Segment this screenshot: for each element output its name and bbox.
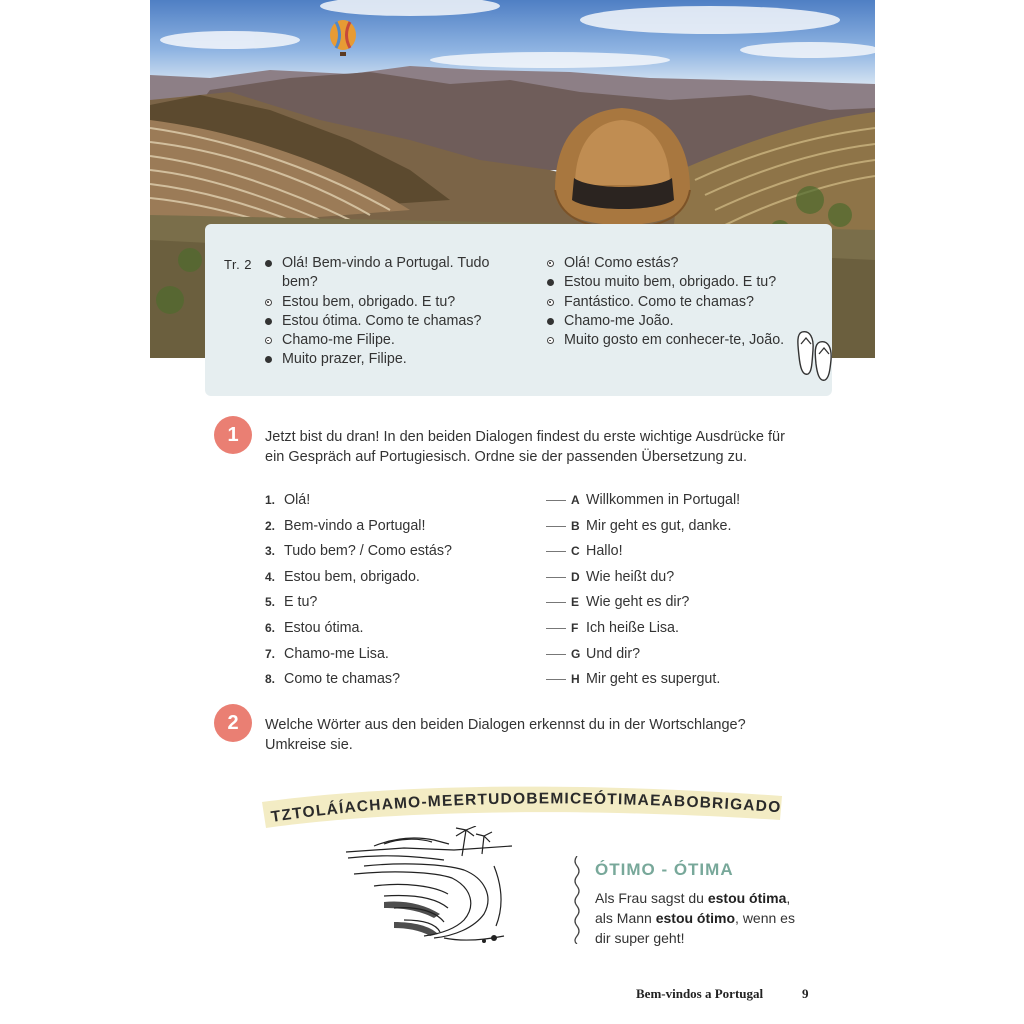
exercise-2-instruction: Welche Wörter aus den beiden Dialogen erkennst du in der Wortschlange? Umkreise sie. — [265, 717, 746, 753]
footer-chapter-title: Bem-vindos a Portugal — [636, 986, 764, 1001]
list-item: G Und dir? — [546, 644, 740, 670]
dialog-line: Olá! Como estás? — [547, 254, 807, 273]
coast-sketch-icon — [344, 826, 516, 946]
list-item: A Willkommen in Portugal! — [546, 490, 740, 516]
dialog-line: Estou bem, obrigado. E tu? — [265, 293, 505, 312]
speaker-ring-icon — [265, 337, 272, 344]
list-item: 5. E tu? — [265, 594, 318, 611]
answer-blank[interactable] — [546, 577, 566, 578]
answer-blank[interactable] — [546, 602, 566, 603]
list-item: 8. Como te chamas? — [265, 671, 401, 688]
dialog-box — [205, 224, 832, 396]
german-translation-list — [546, 490, 740, 695]
dialog-line: Muito prazer, Filipe. — [265, 350, 505, 369]
portuguese-expression-list — [265, 490, 452, 695]
track-label: Tr. 2 — [224, 257, 253, 272]
list-item: 3. Tudo bem? / Como estás? — [265, 543, 452, 560]
tip-text: Als Frau sagst du estou ótima, als Mann estou ótimo, wenn es dir super geht! — [595, 890, 795, 946]
word-snake-text: TZTOLÁÍACHAMO-MEERTUDOBEMICEÓTIMAEABOBRIGADO — [269, 790, 783, 826]
page-number: 9 — [802, 986, 809, 1001]
list-item: B Mir geht es gut, danke. — [546, 516, 740, 542]
speaker-ring-icon — [547, 299, 554, 306]
wavy-divider — [572, 856, 582, 944]
answer-blank[interactable] — [546, 526, 566, 527]
exercise-1-instruction: Jetzt bist du dran! In den beiden Dialogen findest du erste wichtige Ausdrücke für ein Gespräch auf Portugiesisch. Ordne sie der passenden Übersetzung zu. — [265, 429, 785, 465]
list-item: E Wie geht es dir? — [546, 592, 740, 618]
speaker-filled-icon — [265, 318, 272, 325]
dialog-line: Estou muito bem, obrigado. E tu? — [547, 273, 807, 292]
exercise-1-badge: 1 — [214, 416, 252, 454]
answer-blank[interactable] — [546, 679, 566, 680]
dialog-line: Muito gosto em conhecer-te, João. — [547, 331, 807, 350]
list-item: 1. Olá! — [265, 492, 311, 508]
list-item: C Hallo! — [546, 541, 740, 567]
list-item: 2. Bem-vindo a Portugal! — [265, 517, 426, 534]
speaker-ring-icon — [547, 337, 554, 344]
dialog-line: Olá! Bem-vindo a Portugal. Tudo bem? — [265, 254, 505, 293]
dialog-line: Chamo-me João. — [547, 312, 807, 331]
word-snake — [258, 778, 788, 834]
speaker-filled-icon — [547, 318, 554, 325]
tip-title: ÓTIMO - ÓTIMA — [595, 860, 734, 879]
list-item: 7. Chamo-me Lisa. — [265, 645, 389, 662]
list-item: 4. Estou bem, obrigado. — [265, 568, 420, 585]
speaker-ring-icon — [265, 299, 272, 306]
answer-blank[interactable] — [546, 551, 566, 552]
hot-air-balloon-icon — [330, 20, 356, 56]
exercise-2-badge: 2 — [214, 704, 252, 742]
dialog-line: Chamo-me Filipe. — [265, 331, 505, 350]
list-item: F Ich heiße Lisa. — [546, 618, 740, 644]
answer-blank[interactable] — [546, 654, 566, 655]
dialog-line: Estou ótima. Como te chamas? — [265, 312, 505, 331]
speaker-filled-icon — [547, 279, 554, 286]
list-item: H Mir geht es supergut. — [546, 669, 740, 695]
dialog-line: Fantástico. Como te chamas? — [547, 293, 807, 312]
list-item: D Wie heißt du? — [546, 567, 740, 593]
list-item: 6. Estou ótima. — [265, 619, 364, 636]
speaker-filled-icon — [265, 356, 272, 363]
dialog-column-right — [547, 254, 807, 350]
speaker-ring-icon — [547, 260, 554, 267]
answer-blank[interactable] — [546, 500, 566, 501]
answer-blank[interactable] — [546, 628, 566, 629]
dialog-column-left — [265, 254, 505, 370]
flip-flops-icon — [794, 328, 844, 382]
speaker-filled-icon — [265, 260, 272, 267]
